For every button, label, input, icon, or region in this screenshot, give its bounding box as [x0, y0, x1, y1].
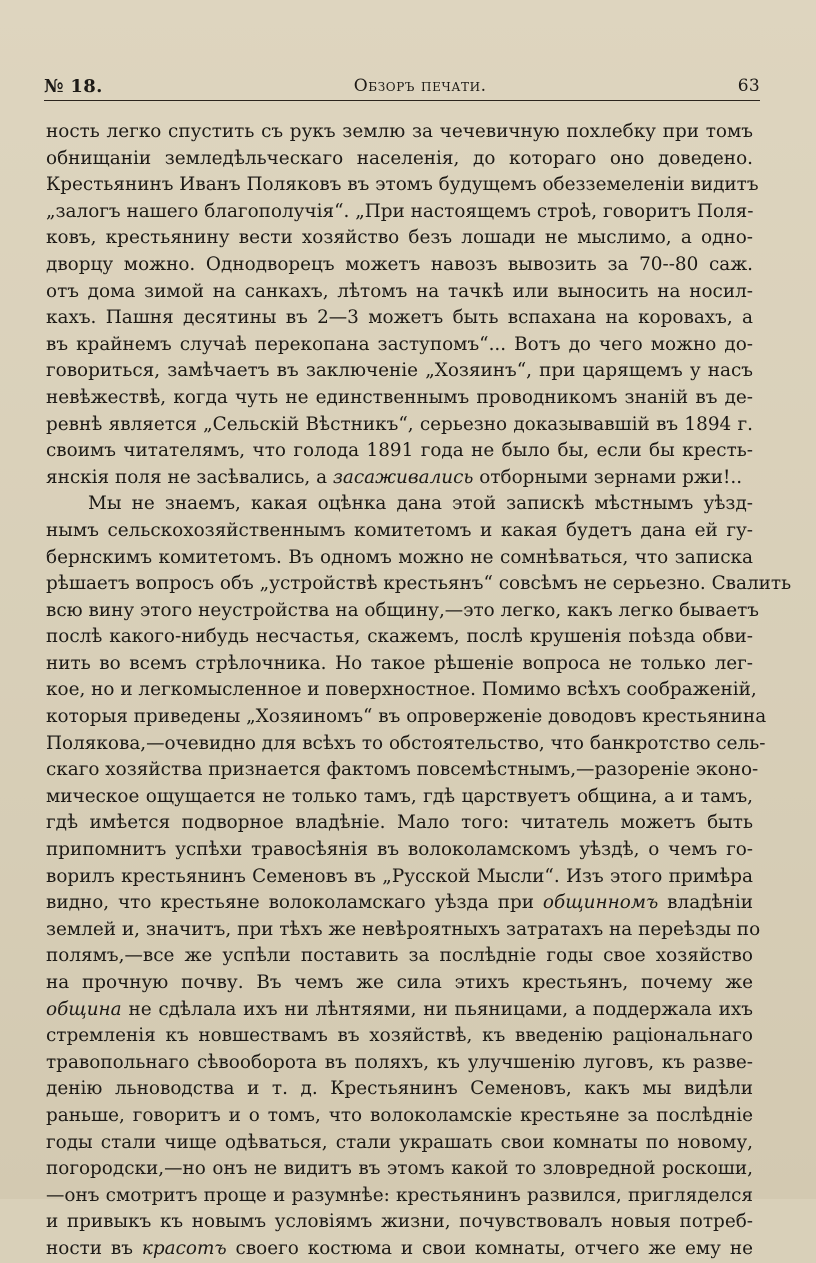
text-line: невѣжествѣ, когда чуть не единственнымъ проводникомъ знаній въ де-: [46, 386, 753, 408]
text-line: денію льноводства и т. д. Крестьянинъ Семеновъ, какъ мы видѣли: [46, 1078, 753, 1100]
text-line: раньше, говоритъ и о томъ, что волоколамскіе крестьяне за послѣдніе: [46, 1104, 753, 1126]
text-line: Полякова,—очевидно для всѣхъ то обстоятельство, что банкротство сель-: [46, 732, 766, 754]
text-line: стремленія къ новшествамъ въ хозяйствѣ, къ введенію раціональнаго: [46, 1025, 753, 1047]
text-line: кахъ. Пашня десятины въ 2—3 можетъ быть вспахана на коровахъ, а: [46, 307, 753, 329]
text-line: Мы не знаемъ, какая оцѣнка дана этой запискѣ мѣстнымъ уѣзд-: [88, 493, 753, 515]
text-line: скаго хозяйства признается фактомъ повсемѣстнымъ,—разореніе эконо-: [46, 759, 759, 781]
page-number: 63: [737, 76, 760, 96]
italic-emphasis: красотъ: [141, 1237, 227, 1259]
text-line: своимъ читателямъ, что голода 1891 года не было бы, если бы кресть-: [46, 440, 753, 462]
text-line: мическое ощущается не только тамъ, гдѣ царствуетъ община, а и тамъ,: [46, 785, 753, 807]
text-line: погородски,—но онъ не видитъ въ этомъ какой то зловредной роскоши,: [46, 1158, 753, 1180]
text-line: ность легко спустить съ рукъ землю за чечевичную похлебку при томъ: [46, 121, 753, 142]
text-line: „залогъ нашего благополучія“. „При настоящемъ строѣ, говоритъ Поля-: [46, 200, 754, 222]
text-line: кое, но и легкомысленное и поверхностное. Помимо всѣхъ соображеній,: [46, 679, 757, 701]
text-line: дворцу можно. Однодворецъ можетъ навозъ вывозить за 70--80 саж.: [46, 253, 753, 275]
text-line: нымъ сельскохозяйственнымъ комитетомъ и какая будетъ дана ей гу-: [46, 519, 753, 541]
issue-number: № 18.: [44, 75, 103, 97]
text-line: обнищаніи земледѣльческаго населенія, до котораго оно доведено.: [46, 147, 753, 169]
text-line: которыя приведены „Хозяиномъ“ въ опроверженіе доводовъ крестьянина: [46, 706, 767, 728]
italic-emphasis: засаживались: [332, 466, 474, 488]
text-line: Крестьянинъ Иванъ Поляковъ въ этомъ будущемъ обезземеленіи видитъ: [46, 174, 759, 196]
text-run: не сдѣлала ихъ ни лѣнтяями, ни пьяницами, а поддержала ихъ: [121, 998, 753, 1020]
text-line: ковъ, крестьянину вести хозяйство безъ лошади не мыслимо, а одно-: [46, 227, 753, 249]
page-header: [44, 72, 760, 100]
text-line: отъ дома зимой на санкахъ, лѣтомъ на тачкѣ или выносить на носил-: [46, 280, 753, 302]
section-title: Обзоръ печати.: [353, 76, 487, 96]
text-run: ности въ: [46, 1237, 142, 1259]
text-line: [46, 997, 753, 1024]
text-line: [46, 1236, 753, 1263]
text-run: своего костюма и свои комнаты, отчего же ему не: [226, 1237, 754, 1259]
text-run: янскія поля не засѣвались, а: [46, 466, 333, 488]
text-line: гдѣ имѣется подворное владѣніе. Мало того: читатель можетъ быть: [46, 812, 753, 834]
text-line: бернскимъ комитетомъ. Въ одномъ можно не сомнѣваться, что записка: [46, 546, 753, 568]
text-line: —онъ смотритъ проще и разумнѣе: крестьянинъ развился, пригляделся: [46, 1184, 753, 1206]
text-line: нить во всемъ стрѣлочника. Но такое рѣшеніе вопроса не только лег-: [46, 652, 753, 674]
article-body: [46, 119, 792, 1263]
italic-emphasis: общинномъ: [542, 892, 659, 914]
text-line: и привыкъ къ новымъ условіямъ жизни, почувствовалъ новыя потреб-: [46, 1211, 753, 1233]
text-line: годы стали чище одѣваться, стали украшать свои комнаты по новому,: [46, 1131, 753, 1153]
text-line: полямъ,—все же успѣли поставить за послѣдніе годы свое хозяйство: [46, 945, 753, 967]
text-run: отборными зернами ржи!..: [473, 466, 743, 488]
text-line: ворилъ крестьянинъ Семеновъ въ „Русской Мысли“. Изъ этого примѣра: [46, 865, 753, 887]
text-line: рѣшаетъ вопросъ объ „устройствѣ крестьянъ“ совсѣмъ не серьезно. Свалить: [46, 573, 792, 595]
text-line: въ крайнемъ случаѣ перекопана заступомъ“... Вотъ до чего можно до-: [46, 333, 753, 355]
italic-emphasis: община: [46, 998, 122, 1020]
text-line: послѣ какого-нибудь несчастья, скажемъ, послѣ крушенія поѣзда обви-: [46, 626, 753, 648]
text-line: всю вину этого неустройства на общину,—это легко, какъ легко бываетъ: [46, 599, 759, 621]
text-line: землей и, значитъ, при тѣхъ же невѣроятныхъ затратахъ на переѣзды по: [46, 918, 761, 940]
text-line: [46, 465, 753, 492]
text-run: владѣніи: [658, 892, 753, 914]
text-line: на прочную почву. Въ чемъ же сила этихъ крестьянъ, почему же: [46, 972, 753, 993]
text-line: травопольнаго сѣвооборота въ поляхъ, къ улучшенію луговъ, къ разве-: [46, 1051, 753, 1073]
text-line: ревнѣ является „Сельскій Вѣстникъ“, серьезно доказывавшій въ 1894 г.: [46, 413, 753, 435]
text-line: говориться, замѣчаетъ въ заключеніе „Хозяинъ“, при царящемъ у насъ: [46, 360, 753, 382]
text-line: припомнитъ успѣхи травосѣянія въ волоколамскомъ уѣздѣ, о чемъ го-: [46, 839, 753, 861]
text-run: видно, что крестьяне волоколамскаго уѣзда при: [46, 892, 543, 914]
text-line: [46, 890, 753, 917]
header-rule: [44, 100, 760, 101]
